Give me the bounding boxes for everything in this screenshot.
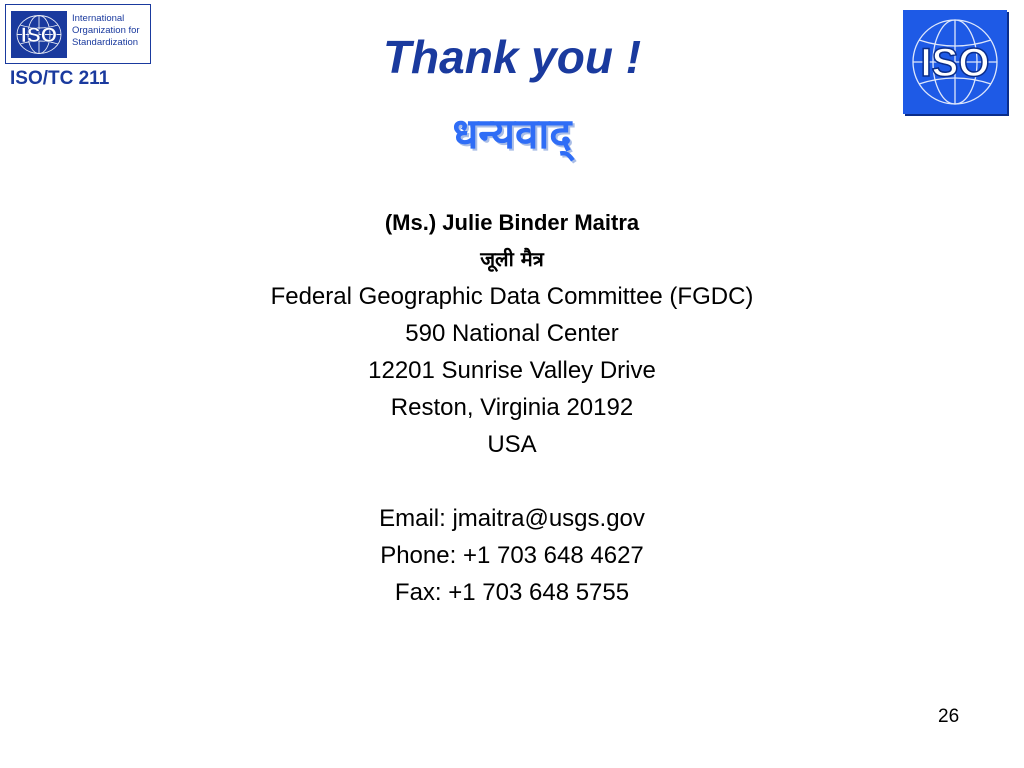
contact-city-state-zip: Reston, Virginia 20192 — [390, 394, 634, 421]
contact-phone: Phone: +1 703 648 4627 — [380, 542, 644, 569]
contact-country: USA — [487, 431, 537, 458]
spacer — [0, 463, 1024, 500]
iso-org-line: International — [72, 13, 125, 24]
slide-title-hindi: धन्यवाद् — [452, 109, 572, 158]
contact-fax: Fax: +1 703 648 5755 — [394, 579, 630, 606]
iso-mark-small: ISO — [20, 24, 58, 47]
contact-organization: Federal Geographic Data Committee (FGDC) — [270, 283, 754, 310]
page-number: 26 — [938, 706, 960, 727]
contact-name: (Ms.) Julie Binder Maitra — [384, 210, 640, 235]
iso-mark-big: ISO — [920, 41, 990, 85]
slide-title: Thank you ! — [382, 31, 642, 83]
iso-org-line: Organization for — [72, 25, 140, 36]
contact-name-hindi: जूली मैत्र — [480, 247, 544, 271]
iso-org-line: Standardization — [72, 37, 139, 48]
committee-label: ISO/TC 211 — [10, 68, 110, 89]
contact-address-line1: 590 National Center — [405, 320, 619, 347]
contact-address-line2: 12201 Sunrise Valley Drive — [368, 357, 656, 384]
contact-email[interactable]: Email: jmaitra@usgs.gov — [379, 505, 645, 532]
contact-block — [0, 204, 1024, 611]
